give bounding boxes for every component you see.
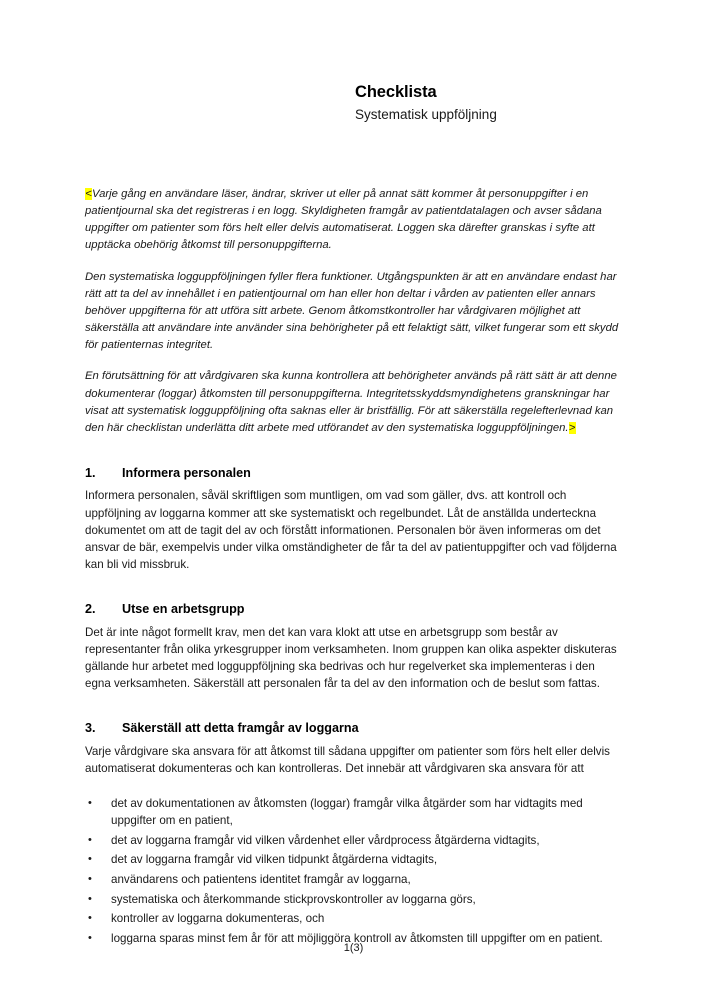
document-body — [85, 186, 620, 950]
bullet-icon: • — [88, 833, 92, 846]
section-1-heading — [85, 465, 620, 481]
section-1-number: 1. — [85, 466, 96, 481]
bullet-icon: • — [88, 931, 92, 944]
requirements-bullet-list — [85, 795, 620, 947]
list-item — [85, 832, 620, 849]
highlight-open-marker: < — [85, 188, 92, 200]
intro-paragraph-2: Den systematiska logguppföljningen fyller flera funktioner. Utgångspunkten är att en användare endast har rätt att ta del av innehållet i en patientjournal om han eller hon deltar i vården av patienten eller annars behöver uppgifterna för att utföra sitt arbete. Genom åtkomstkontroller har vårdgivaren möjlighet att säkerställa att användare inte använder sina behörigheter på ett felaktigt sätt, vilket fungerar som ett skydd för patienternas integritet. — [85, 270, 619, 352]
list-item-label: systematiska och återkommande stickprovskontroller av loggarna görs, — [111, 892, 476, 906]
section-3-title: Säkerställ att detta framgår av loggarna — [122, 721, 359, 736]
section-3 — [85, 720, 620, 947]
section-2-number: 2. — [85, 602, 96, 617]
section-3-body: Varje vårdgivare ska ansvara för att åtkomst till sådana uppgifter om patienter som förs helt eller delvis automatiserat dokumenteras och kan kontrolleras. Det innebär att vårdgivaren ska ansvara för att — [85, 744, 610, 775]
bullet-icon: • — [88, 853, 92, 866]
list-item — [85, 910, 620, 927]
list-item — [85, 891, 620, 908]
bullet-icon: • — [88, 796, 92, 809]
page-title: Checklista — [355, 83, 437, 101]
intro-paragraph-3 — [85, 368, 620, 437]
section-2-title: Utse en arbetsgrupp — [122, 602, 245, 617]
list-item-label: loggarna sparas minst fem år för att möjliggöra kontroll av åtkomsten till uppgifter om en patient. — [111, 931, 603, 945]
document-title-block — [355, 82, 655, 123]
section-3-heading — [85, 720, 620, 736]
bullet-icon: • — [88, 892, 92, 905]
section-1-title: Informera personalen — [122, 466, 251, 481]
list-item — [85, 871, 620, 888]
page-number: 1(3) — [343, 942, 364, 954]
intro-paragraph-3-text: En förutsättning för att vårdgivaren ska kunna kontrollera att behörigheter används på rätt sätt är att denne dokumenterar (loggar) åtkomsten till personuppgifterna. Integritetsskyddsmyndighetens granskningar har visat att systematisk logguppföljning ofta saknas eller är bristfällig. För att säkerställa regelefterlevnad kan den här checklistan underlätta ditt arbete med utförandet av den systematiska logguppföljningen. — [85, 370, 617, 434]
list-item-label: det av dokumentationen av åtkomsten (loggar) framgår vilka åtgärder som har vidtagits med uppgifter om en patient, — [111, 796, 583, 827]
bullet-icon: • — [88, 872, 92, 885]
bullet-icon: • — [88, 912, 92, 925]
highlight-close-marker: > — [568, 421, 576, 434]
list-item — [85, 851, 620, 868]
section-2-heading — [85, 601, 620, 617]
list-item-label: användarens och patientens identitet framgår av loggarna, — [111, 872, 411, 886]
section-2 — [85, 601, 620, 692]
page-footer — [0, 942, 707, 954]
list-item — [85, 795, 620, 829]
section-1-body: Informera personalen, såväl skriftligen som muntligen, om vad som gäller, dvs. att kontroll och uppföljning av loggarna kommer att ske systematiskt och regelbundet. Låt de anställda underteckna dokumentet om att de tagit del av och förstått informationen. Personalen bör även informeras om det ansvar de bär, exempelvis under vilka omständigheter de får ta del av patientuppgifter och vad följderna kan bli vid missbruk. — [85, 489, 617, 572]
page-subtitle: Systematisk uppföljning — [355, 106, 497, 122]
intro-paragraph-1 — [85, 186, 620, 255]
list-item-label: det av loggarna framgår vid vilken tidpunkt åtgärderna vidtagits, — [111, 853, 438, 867]
list-item-label: det av loggarna framgår vid vilken vårdenhet eller vårdprocess åtgärderna vidtagits, — [111, 833, 540, 847]
section-3-number: 3. — [85, 721, 96, 736]
section-1 — [85, 465, 620, 573]
intro-paragraph-1-text: Varje gång en användare läser, ändrar, skriver ut eller på annat sätt kommer åt personuppgifter i en patientjournal ska det registreras i en logg. Skyldigheten framgår av patientdatalagen och avser sådana uppgifter om patienter som förs helt eller delvis automatiserat. Loggen ska därefter granskas i syfte att upptäcka obehörig åtkomst till personuppgifterna. — [85, 188, 602, 252]
section-2-body: Det är inte något formellt krav, men det kan vara klokt att utse en arbetsgrupp som består av representanter från olika yrkesgrupper inom verksamheten. Inom gruppen kan olika aspekter diskuteras gällande hur arbetet med logguppföljning ska bedrivas och hur regelverket ska implementeras i den egna verksamheten. Säkerställ att personalen får ta del av den information och de beslut som fattas. — [85, 625, 617, 690]
list-item-label: kontroller av loggarna dokumenteras, och — [111, 912, 325, 926]
